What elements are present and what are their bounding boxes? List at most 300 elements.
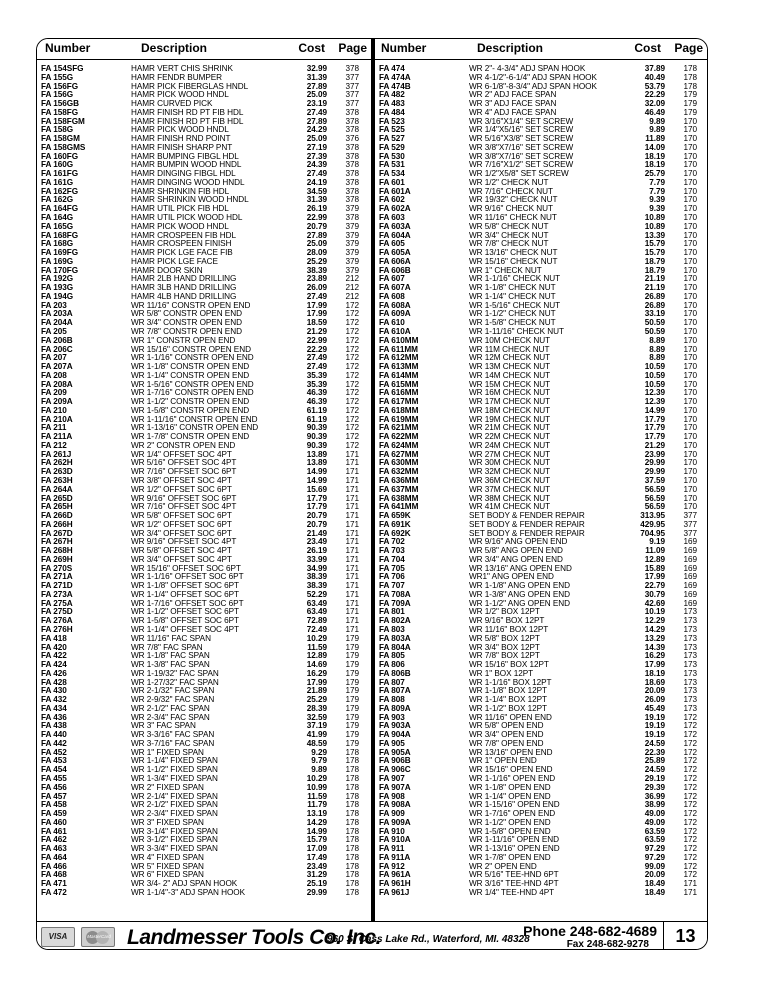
item-page: 178 — [345, 774, 359, 784]
item-description: WR 13/16" CHECK NUT — [469, 248, 558, 258]
item-number: FA 266H — [41, 519, 73, 529]
item-cost: 61.19 — [306, 405, 327, 415]
item-cost: 10.89 — [644, 213, 665, 223]
item-number: FA 265H — [41, 502, 73, 512]
item-number: FA 452 — [41, 747, 67, 757]
item-number: FA 707 — [379, 581, 405, 591]
item-number: FA 206B — [41, 335, 73, 345]
item-description: WR 1-1/2" ANG OPEN END — [469, 598, 570, 608]
item-page: 178 — [345, 765, 359, 775]
item-page: 170 — [683, 142, 697, 152]
item-description: WR 1/2" OFFSET SOC 6PT — [131, 484, 232, 494]
item-cost: 27.49 — [306, 169, 327, 179]
item-cost: 38.99 — [644, 800, 665, 810]
item-description: WR 24M CHECK NUT — [469, 440, 551, 450]
item-number: FA 630MM — [379, 458, 419, 468]
item-page: 172 — [683, 817, 697, 827]
item-description: SET BODY & FENDER REPAIR — [469, 528, 585, 538]
item-number: FA 471 — [41, 879, 67, 889]
item-description: WR 1-27/32" FAC SPAN — [131, 677, 219, 687]
item-page: 170 — [683, 440, 697, 450]
item-number: FA 905A — [379, 747, 411, 757]
item-number: FA 211 — [41, 423, 67, 433]
item-page: 378 — [345, 116, 359, 126]
item-page: 178 — [345, 835, 359, 845]
item-description: WR 1-1/8" ANG OPEN END — [469, 581, 570, 591]
item-description: WR 21M CHECK NUT — [469, 423, 551, 433]
item-description: HAMR 2LB HAND DRILLING — [131, 274, 237, 284]
item-page: 171 — [345, 554, 359, 564]
item-description: WR 12M CHECK NUT — [469, 353, 551, 363]
item-description: HAMR PICK FIBERGLAS HNDL — [131, 81, 249, 91]
item-cost: 38.39 — [306, 265, 327, 275]
item-page: 171 — [345, 537, 359, 547]
item-number: FA 208A — [41, 379, 73, 389]
item-number: FA 420 — [41, 642, 67, 652]
item-number: FA 906B — [379, 756, 411, 766]
item-cost: 9.89 — [311, 765, 327, 775]
item-description: WR 17M CHECK NUT — [469, 397, 551, 407]
item-page: 169 — [683, 554, 697, 564]
item-cost: 26.89 — [644, 300, 665, 310]
item-cost: 56.59 — [644, 502, 665, 512]
item-description: WR 6" FIXED SPAN — [131, 870, 204, 880]
item-number: FA 910A — [379, 835, 411, 845]
item-page: 173 — [683, 703, 697, 713]
item-number: FA 523 — [379, 116, 405, 126]
item-page: 172 — [683, 756, 697, 766]
page-number: 13 — [663, 922, 707, 950]
item-description: WR 1-13/16" CONSTR OPEN END — [131, 423, 259, 433]
item-page: 179 — [345, 660, 359, 670]
item-cost: 9.79 — [311, 756, 327, 766]
item-description: WR 1-1/8" CHECK NUT — [469, 283, 556, 293]
item-description: WR 15/16" BOX 12PT — [469, 660, 549, 670]
item-description: WR 1-1/2" FIXED SPAN — [131, 765, 218, 775]
item-description: WR 2-1/2" FIXED SPAN — [131, 800, 218, 810]
item-number: FA 430 — [41, 686, 67, 696]
item-number: FA 802A — [379, 616, 411, 626]
item-description: HAMR CROSPEEN FINISH — [131, 239, 232, 249]
item-cost: 27.19 — [306, 142, 327, 152]
item-number: FA 638MM — [379, 493, 419, 503]
item-description: WR 5/16" TEE-HND 6PT — [469, 870, 559, 880]
item-cost: 28.39 — [306, 703, 327, 713]
item-cost: 13.89 — [306, 458, 327, 468]
item-cost: 25.19 — [306, 879, 327, 889]
item-page: 170 — [683, 502, 697, 512]
item-number: FA 907A — [379, 782, 411, 792]
item-page: 172 — [683, 809, 697, 819]
item-page: 170 — [683, 283, 697, 293]
item-page: 172 — [345, 344, 359, 354]
item-number: FA 606A — [379, 256, 411, 266]
payment-cards — [41, 927, 119, 947]
item-page: 178 — [345, 747, 359, 757]
item-page: 173 — [683, 633, 697, 643]
header-cost: Cost — [634, 41, 661, 55]
item-page: 170 — [683, 493, 697, 503]
item-cost: 12.39 — [644, 388, 665, 398]
item-description: WR 1/2" CHECK NUT — [469, 177, 549, 187]
item-page: 170 — [683, 344, 697, 354]
item-number: FA 618MM — [379, 405, 419, 415]
item-description: WR 9/16" OFFSET SOC 4PT — [131, 537, 237, 547]
item-page: 173 — [683, 625, 697, 634]
item-number: FA 807 — [379, 677, 405, 687]
item-cost: 53.79 — [644, 81, 665, 91]
item-cost: 31.29 — [306, 870, 327, 880]
item-page: 172 — [683, 870, 697, 880]
item-description: WR 1-1/2" OPEN END — [469, 817, 551, 827]
item-cost: 27.49 — [306, 353, 327, 363]
item-number: FA 203 — [41, 300, 67, 310]
item-page: 173 — [683, 660, 697, 670]
item-page: 377 — [345, 81, 359, 91]
item-cost: 46.39 — [306, 388, 327, 398]
item-number: FA 529 — [379, 142, 405, 152]
item-page: 378 — [345, 142, 359, 152]
item-page: 170 — [683, 213, 697, 223]
item-page: 170 — [683, 432, 697, 442]
item-cost: 48.59 — [306, 738, 327, 748]
item-cost: 37.89 — [644, 64, 665, 73]
item-number: FA 169FG — [41, 248, 79, 258]
item-number: FA 267H — [41, 537, 73, 547]
item-cost: 17.99 — [306, 300, 327, 310]
item-page: 172 — [345, 353, 359, 363]
item-description: WR 1-5/8" OFFSET SOC 6PT — [131, 616, 240, 626]
item-number: FA 705 — [379, 563, 405, 573]
item-page: 172 — [345, 405, 359, 415]
item-description: SET BODY & FENDER REPAIR — [469, 519, 585, 529]
item-number: FA 809A — [379, 703, 411, 713]
item-cost: 23.49 — [306, 537, 327, 547]
item-cost: 34.59 — [306, 186, 327, 196]
item-cost: 12.39 — [644, 397, 665, 407]
item-page: 170 — [683, 195, 697, 205]
item-number: FA 659K — [379, 511, 411, 521]
item-cost: 17.99 — [306, 677, 327, 687]
header-number: Number — [45, 41, 91, 55]
item-cost: 31.39 — [306, 195, 327, 205]
item-page: 379 — [345, 204, 359, 214]
item-description: HAMR BUMPIN WOOD HNDL — [131, 160, 242, 170]
item-number: FA 459 — [41, 809, 67, 819]
item-cost: 50.59 — [644, 326, 665, 336]
item-description: WR 1-1/16" CONSTR OPEN END — [131, 353, 254, 363]
item-number: FA 483 — [379, 99, 405, 109]
item-description: WR 5/8" CONSTR OPEN END — [131, 309, 242, 319]
item-number: FA 457 — [41, 791, 67, 801]
item-page: 178 — [345, 756, 359, 766]
item-description: WR 2-1/32" FAC SPAN — [131, 686, 215, 696]
item-description: WR 11M CHECK NUT — [469, 344, 550, 354]
item-cost: 15.69 — [306, 484, 327, 494]
item-page: 212 — [345, 274, 359, 284]
item-cost: 20.09 — [644, 686, 665, 696]
item-number: FA 632MM — [379, 467, 419, 477]
item-cost: 90.39 — [306, 440, 327, 450]
item-number: FA 170FG — [41, 265, 79, 275]
item-number: FA 206C — [41, 344, 73, 354]
item-number: FA 606B — [379, 265, 411, 275]
item-description: HAMR 4LB HAND DRILLING — [131, 291, 237, 301]
item-description: WR 32M CHECK NUT — [469, 467, 551, 477]
item-number: FA 275D — [41, 607, 73, 617]
item-description: WR 36M CHECK NUT — [469, 475, 551, 485]
item-cost: 13.19 — [306, 809, 327, 819]
item-page: 170 — [683, 300, 697, 310]
item-number: FA 482 — [379, 90, 405, 100]
item-page: 170 — [683, 475, 697, 485]
item-cost: 29.39 — [644, 782, 665, 792]
item-description: WR 13M CHECK NUT — [469, 362, 551, 372]
item-page: 170 — [683, 309, 697, 319]
item-number: FA 209A — [41, 397, 73, 407]
item-cost: 11.59 — [307, 791, 327, 801]
item-number: FA 158GMS — [41, 142, 86, 152]
item-cost: 63.49 — [306, 598, 327, 608]
item-number: FA 193G — [41, 283, 74, 293]
item-number: FA 156GB — [41, 99, 79, 109]
item-number: FA 804A — [379, 642, 411, 652]
item-description: WR 11/16" FAC SPAN — [131, 633, 211, 643]
item-page: 172 — [683, 800, 697, 810]
item-page: 171 — [345, 589, 359, 599]
item-description: WR 2" ADJ FACE SPAN — [469, 90, 557, 100]
item-number: FA 263H — [41, 475, 73, 485]
item-page: 172 — [345, 362, 359, 372]
item-description: WR 1-1/4" OFFSET SOC 4PT — [131, 625, 240, 634]
item-description: WR 10M CHECK NUT — [469, 335, 551, 345]
item-page: 170 — [683, 160, 697, 170]
item-description: WR 1-1/4" BOX 12PT — [469, 695, 547, 705]
item-description: WR 7/8" CONSTR OPEN END — [131, 326, 242, 336]
item-page: 178 — [683, 81, 697, 91]
item-cost: 35.39 — [306, 370, 327, 380]
item-description: WR 3" ADJ FACE SPAN — [469, 99, 557, 109]
item-description: WR 5/8" OPEN END — [469, 721, 544, 731]
item-cost: 14.29 — [306, 817, 327, 827]
item-page: 173 — [683, 686, 697, 696]
item-number: FA 806B — [379, 668, 411, 678]
item-cost: 38.39 — [306, 572, 327, 582]
item-page: 170 — [683, 116, 697, 126]
item-page: 171 — [345, 625, 359, 634]
item-cost: 27.49 — [306, 291, 327, 301]
item-number: FA 627MM — [379, 449, 419, 459]
item-cost: 18.19 — [644, 160, 665, 170]
item-page: 379 — [345, 239, 359, 249]
item-cost: 14.29 — [644, 625, 665, 634]
item-number: FA 271D — [41, 581, 73, 591]
item-description: WR 1-5/16" CONSTR OPEN END — [131, 379, 254, 389]
item-cost: 11.89 — [645, 134, 665, 144]
item-description: HAMR 3LB HAND DRILLING — [131, 283, 237, 293]
item-cost: 29.99 — [644, 458, 665, 468]
item-number: FA 474A — [379, 72, 411, 82]
item-cost: 63.49 — [306, 607, 327, 617]
item-cost: 9.89 — [649, 125, 665, 135]
item-description: WR 1-1/4" FIXED SPAN — [131, 756, 218, 766]
item-description: WR 1-7/16" OPEN END — [469, 809, 556, 819]
item-number: FA 605 — [379, 239, 405, 249]
item-page: 377 — [345, 72, 359, 82]
item-description: WR 3/16" TEE-HND 4PT — [469, 879, 559, 889]
item-page: 170 — [683, 397, 697, 407]
item-description: WR 3/4" CHECK NUT — [469, 230, 549, 240]
item-cost: 26.19 — [306, 546, 327, 556]
item-page: 172 — [345, 326, 359, 336]
item-cost: 16.29 — [306, 668, 327, 678]
item-page: 178 — [345, 800, 359, 810]
item-cost: 38.39 — [306, 581, 327, 591]
item-page: 172 — [683, 774, 697, 784]
item-page: 172 — [345, 300, 359, 310]
item-page: 171 — [345, 563, 359, 573]
item-number: FA 905 — [379, 738, 405, 748]
item-page: 178 — [345, 852, 359, 862]
item-description: HAMR FENDR BUMPER — [131, 72, 223, 82]
item-page: 179 — [683, 107, 697, 117]
item-cost: 17.79 — [644, 432, 665, 442]
item-description: WR 22M CHECK NUT — [469, 432, 551, 442]
item-page: 377 — [683, 511, 697, 521]
item-description: WR 7/16" OFFSET SOC 6PT — [131, 467, 237, 477]
item-number: FA 156G — [41, 90, 74, 100]
item-page: 172 — [345, 335, 359, 345]
item-cost: 40.49 — [644, 72, 665, 82]
item-number: FA 961J — [379, 887, 410, 897]
item-description: WR 1-1/2" OFFSET SOC 6PT — [131, 607, 240, 617]
item-description: WR 2-3/4" FAC SPAN — [131, 712, 210, 722]
item-number: FA 806 — [379, 660, 405, 670]
item-description: WR 1-1/8" BOX 12PT — [469, 686, 547, 696]
item-number: FA 617MM — [379, 397, 419, 407]
item-page: 178 — [345, 887, 359, 897]
item-description: HAMR PICK WOOD HNDL — [131, 125, 229, 135]
item-number: FA 263D — [41, 467, 73, 477]
item-page: 171 — [345, 484, 359, 494]
item-description: WR 1-5/8" CHECK NUT — [469, 318, 556, 328]
left-product-list — [37, 65, 371, 898]
item-description: WR 1-7/8" OPEN END — [469, 852, 551, 862]
item-cost: 56.59 — [644, 493, 665, 503]
item-number: FA 464 — [41, 852, 67, 862]
item-page: 179 — [345, 712, 359, 722]
item-cost: 9.39 — [649, 204, 665, 214]
item-cost: 90.39 — [306, 432, 327, 442]
item-description: WR 15/16" CONSTR OPEN END — [131, 344, 251, 354]
item-number: FA 961H — [379, 879, 411, 889]
item-cost: 18.59 — [306, 318, 327, 328]
item-cost: 13.89 — [306, 449, 327, 459]
header-left — [37, 39, 373, 59]
item-number: FA 641MM — [379, 502, 419, 512]
item-description: WR 15/16" OFFSET SOC 6PT — [131, 563, 241, 573]
item-cost: 49.09 — [644, 817, 665, 827]
item-page: 377 — [683, 519, 697, 529]
item-number: FA 165G — [41, 221, 74, 231]
item-number: FA 704 — [379, 554, 405, 564]
table-row — [375, 889, 708, 898]
item-description: WR 4" FIXED SPAN — [131, 852, 204, 862]
item-page: 169 — [683, 537, 697, 547]
item-page: 172 — [683, 791, 697, 801]
item-cost: 8.89 — [649, 353, 665, 363]
header-number: Number — [381, 41, 427, 55]
item-description: WR 3/4- 2" ADJ SPAN HOOK — [131, 879, 238, 889]
item-number: FA 909 — [379, 809, 405, 819]
item-description: WR 1-1/2" CHECK NUT — [469, 309, 556, 319]
item-page: 178 — [345, 782, 359, 792]
item-description: WR 18M CHECK NUT — [469, 405, 551, 415]
item-cost: 25.79 — [644, 169, 665, 179]
item-page: 170 — [683, 248, 697, 258]
item-number: FA 158GM — [41, 134, 80, 144]
item-description: WR 7/8" BOX 12PT — [469, 651, 540, 661]
item-cost: 42.69 — [644, 598, 665, 608]
item-description: HAMR DINGING FIBGL HDL — [131, 169, 236, 179]
item-description: WR 11/16" BOX 12PT — [469, 625, 549, 634]
item-page: 169 — [683, 572, 697, 582]
item-page: 173 — [683, 695, 697, 705]
item-page: 179 — [345, 695, 359, 705]
item-page: 170 — [683, 379, 697, 389]
item-cost: 23.19 — [306, 99, 327, 109]
item-number: FA 204A — [41, 318, 73, 328]
item-page: 172 — [683, 861, 697, 871]
item-cost: 7.79 — [649, 186, 665, 196]
item-page: 170 — [683, 291, 697, 301]
item-number: FA 266D — [41, 511, 73, 521]
item-description: WR 3/4" OFFSET SOC 6PT — [131, 528, 232, 538]
item-description: WR 19/32" CHECK NUT — [469, 195, 558, 205]
item-description: WR 1-19/32" FAC SPAN — [131, 668, 219, 678]
item-cost: 14.69 — [306, 660, 327, 670]
item-description: WR 1-1/8" OPEN END — [469, 782, 551, 792]
item-number: FA 474 — [379, 64, 405, 73]
item-cost: 29.99 — [644, 467, 665, 477]
item-description: WR 1" FIXED SPAN — [131, 747, 204, 757]
item-description: WR 1-11/16" CHECK NUT — [469, 326, 564, 336]
item-cost: 27.89 — [306, 230, 327, 240]
item-number: FA 708A — [379, 589, 411, 599]
item-description: WR 15/16" OPEN END — [469, 765, 553, 775]
item-number: FA 608 — [379, 291, 405, 301]
item-page: 172 — [683, 765, 697, 775]
item-description: WR 7/8" OPEN END — [469, 738, 544, 748]
item-number: FA 610MM — [379, 335, 419, 345]
item-page: 171 — [345, 511, 359, 521]
item-cost: 34.99 — [306, 563, 327, 573]
item-description: WR 1-1/16" BOX 12PT — [469, 677, 552, 687]
item-page: 170 — [683, 370, 697, 380]
item-number: FA 803A — [379, 633, 411, 643]
item-page: 172 — [683, 835, 697, 845]
item-number: FA 903A — [379, 721, 411, 731]
visa-card-logo: VISA — [41, 927, 75, 947]
item-number: FA 275A — [41, 598, 73, 608]
item-number: FA 615MM — [379, 379, 419, 389]
item-cost: 30.79 — [644, 589, 665, 599]
table-row — [37, 889, 371, 898]
item-number: FA 908A — [379, 800, 411, 810]
item-cost: 15.89 — [644, 563, 665, 573]
right-product-list — [375, 65, 708, 898]
item-description: HAMR SHRINKIN WOOD HNDL — [131, 195, 249, 205]
